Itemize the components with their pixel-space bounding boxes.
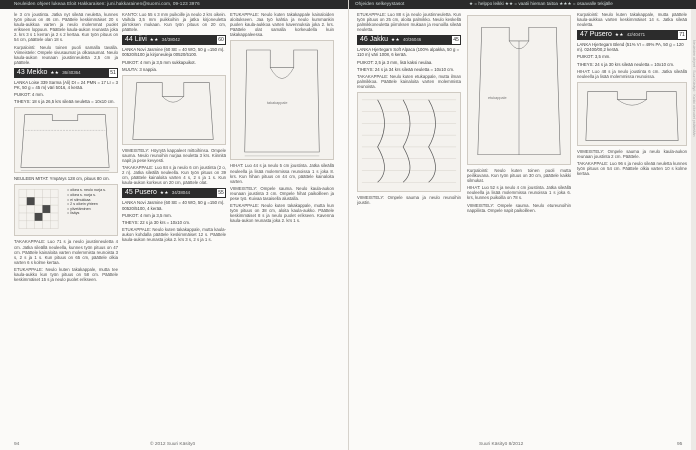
schematic-diagram: [577, 82, 687, 146]
right-column-1: [357, 12, 461, 412]
pattern-title: 43 Mekko: [17, 68, 48, 76]
legend-item: = ylivetäminen: [67, 206, 91, 211]
sweater-schematic: [578, 83, 686, 147]
body-paragraph: ETUKAPPALE: Neulo kuten takakappale, mutta kaula-aukon kohdalla päättele keskimmäiset 12 s. Päättele kaula-aukon reunasta joka 2. krs 3 s, 2 s ja 1 s.: [122, 226, 226, 242]
pattern-header-46: [357, 35, 461, 45]
right-column-3: [577, 12, 687, 412]
pattern-materials: LANKA Hjertegarn Soft Alpaca (100% alpakka, 50 g = 110 m) väri 1008, 6 kerää.: [357, 47, 460, 58]
body-paragraph: TAKAKAPPALE: Luo 84 s ja neulo 6 cm joustinta (2 o, 2 n). Jatka sileällä neuleella. Kun työn pituus on 39 cm, päättele kainaloita varten 4 s, 2 s ja 1 s. Kun kaula-aukon korkeus on 20 cm, päättele olat.: [122, 165, 226, 186]
difficulty-stars: ★★: [159, 190, 169, 196]
left-column-1: [14, 12, 118, 412]
body-paragraph: ETUKAPPALE: Neulo kuten takakappale kainaloiden aloitukseen. Jaa työ kahtia ja neulo kummankin puolen kaula-aukkoa varten kavennuksia joka 2. krs. Päättele olat samalla korkeudella kuin takakappaleessa.: [230, 12, 334, 38]
difficulty-stars: ★★: [50, 69, 60, 75]
pattern-code: 42/40471: [626, 32, 646, 38]
left-column-3: [230, 12, 334, 412]
difficulty-stars: ★★: [614, 32, 624, 38]
body-paragraph: VIIMEISTELY: Ompele sauma. Neulo kaula-aukon reunaan joustinta 3 cm. Ompele hihat paikoilleen ja pese työ. Kuivaa tasaisella alustalla.: [230, 185, 334, 202]
pattern-code: 34/38042: [161, 37, 180, 43]
right-page-number: 95: [677, 442, 683, 447]
body-paragraph: KANTO: Luo 55 s 3 mm puikoille ja neulo 2 krs oikein. Vaihda 3,5 mm puikkoihin ja jatka kirjoneuletta piirroksen mukaan. Kun työn pituus on 20 cm, päättele.: [122, 12, 226, 33]
schematic-diagram: [467, 15, 571, 165]
pattern-code: 36/40364: [62, 69, 81, 75]
pattern-gauge: TIHEYS: 22 s ja 30 krs = 10x10 cm.: [122, 219, 191, 225]
right-column-2: [467, 12, 571, 412]
left-column-2: [122, 12, 226, 412]
legend-item: = oikea s. nurja s.: [67, 193, 97, 197]
cable-chart-grid: [358, 93, 460, 193]
pattern-header-43: [14, 68, 118, 78]
pattern-page-number: 51: [108, 68, 118, 78]
pattern-title: 47 Pusero: [580, 31, 612, 39]
chart-legend: [67, 188, 117, 216]
body-paragraph: ETUKAPPALE: Luo 88 s ja neulo joustinneuletta. Kun työn pituus on 25 cm, aloita palmikko. Neulo keskellä palmikkoneuletta piirroksen mukaan ja reunoilla sileää neuletta.: [357, 12, 461, 33]
pattern-page-number: 45: [451, 35, 461, 45]
body-paragraph: VIIMEISTELY: Ompele sauma ja neulo kaula-aukon reunaan joustinta 2 cm. Päättele.: [577, 148, 687, 159]
side-vertical-text: Neuleiden ohjeet · Suuri Käsityö · Kaikki oikeudet pidätetään: [692, 40, 696, 137]
body-paragraph: TAKAKAPPALE: Neulo kuten etukappale, mutta ilman palmikkoa. Päättele kainaloita varten molemmista reunoista.: [357, 73, 461, 89]
right-page: [348, 0, 696, 450]
right-header-bar: [349, 0, 696, 9]
body-paragraph: VIIMEISTELY: Ompele sauma. Neulo etureunoihin nappilista. Ompele napit paikoilleen.: [467, 202, 571, 213]
left-page-credit: © 2012 Suuri Käsityö: [150, 442, 196, 447]
legend-item: = oikea s. neulo nurja s.: [67, 188, 107, 193]
pattern-page-number: 55: [216, 188, 226, 198]
left-page-number: 94: [14, 442, 20, 447]
pattern-materials: LANKA Novi Jasmine (60 SE = 40 WO, 50 g =150 m). 00520/5100 ja kirjoneuleja 00520/5100.: [122, 47, 225, 58]
pattern-page-number: 71: [677, 30, 687, 40]
pattern-gauge: TIHEYS: 24 s ja 30 krs sileää neuletta = 10x10 cm.: [577, 61, 675, 67]
pattern-title: 44 Liivi: [125, 36, 147, 44]
schematic-diagram: [122, 75, 226, 145]
pattern-materials: LANKA Novi Jasmine (60 SE = 40 WO, 50 g =150 m). 00520/5100, 4 kerää.: [122, 200, 225, 211]
legend-item: = 2 s oikein yhteen: [67, 202, 98, 207]
left-header-bar: [0, 0, 348, 9]
pattern-gauge: TIHEYS: 24 s ja 34 krs sileää neuletta = 10x10 cm.: [357, 66, 455, 72]
pattern-notions: MUUTA: 3 nappia.: [122, 66, 158, 72]
diagram-label: takakappale: [267, 101, 288, 106]
pattern-header-44: [122, 35, 226, 45]
body-paragraph: ETUKAPPALE: Neulo kuten takakappale, mutta tee kaula-aukko kun työn pituus on 58 cm. Päättele keskimmäiset 15 s ja neulo puolet erikseen.: [14, 266, 118, 283]
body-paragraph: Kurpalointi: Neulo kuten takakappale, mutta päättele kaula-aukkoa varten keskimmäiset 14 s. Jatka sileää neuletta.: [577, 12, 687, 28]
body-paragraph: TAKAKAPPALE: Luo 96 s ja neulo sileää neuletta kunnes työn pituus on 54 cm. Päättele olkia varten 10 s kolme kertaa.: [577, 161, 687, 177]
legend-item: = ei silmukkaa: [67, 197, 91, 202]
pattern-title: 45 Pusero: [125, 189, 157, 197]
body-paragraph: le 3 cm joustinta. Jatka nyt sileää neuletta, kunnes työn pituus on 46 cm. Päättele keskimmäiset 20 s kaula-aukkoa varten ja neulo molemmat puolet erikseen loppuun. Päättele kaula-aukon reunasta joka 2. krs 3 s 1 kerran ja 2 s 2 kertaa. Kun työn pituus on 54 cm, päättele olan 18 s.: [14, 12, 118, 43]
garment-schematic: [123, 76, 225, 146]
body-paragraph: HIHAT: Luo 52 s ja neulo 4 cm joustinta. Jatka sileällä neuleella ja lisää molemmissa reunoissa 1 s joka 6. krs, kunnes puikoilla on 78 s.: [467, 185, 571, 201]
left-header-text: Neuleiden ohjeet lukeaa Eloit Hakkaraisen: juni.hakkarainen@suomi.com, 09-123 3976: [14, 1, 200, 6]
chart-grid: [14, 184, 118, 236]
right-page-credit: Suuri Käsityö 8/2012: [479, 442, 524, 447]
pattern-code: 40/36046: [402, 37, 422, 43]
cable-chart: [357, 92, 461, 192]
pattern-code: 34/38044: [171, 190, 191, 196]
pattern-materials: LANKA Loise 339 Sarma (Ali) DI = 24 PMN = 17 LI = 3 PK, 50 g = 45 m) väri 5016, 4 kerää.: [14, 79, 118, 91]
pattern-title: 46 Jakku: [360, 36, 389, 44]
legend-item: = lisäys: [67, 211, 80, 216]
right-header-levels: ★ = helppo leikki ★★ = vaatii hieman taitoa ★★★ = osaavalle tekijälle: [469, 1, 613, 6]
difficulty-stars: ★★: [149, 37, 159, 43]
body-paragraph: VIIMEISTELY: Ompele sauma ja neulo reunoihin joustin.: [357, 195, 461, 206]
diagram-label: etukappale: [488, 96, 507, 100]
pattern-needles: PUIKOT: 2,5 ja 3 mm, lisä kaksi neulaa.: [357, 59, 433, 65]
body-paragraph: Kurpalointi: Neulo toinen puoli samalla tavalla. Viimeistele: Ompele sivusaumat ja olkasaumat. Neulo kaula-aukon reunaan joustinneuletta 2,5 cm ja päättele.: [14, 44, 118, 65]
difficulty-stars: ★★: [391, 37, 400, 43]
pattern-page-number: 60: [216, 35, 226, 45]
body-paragraph: HIHAT: Luo 48 s ja neulo joustinta 6 cm. Jatka sileällä neuleella ja lisää molemmissa reunoissa.: [577, 68, 687, 79]
pattern-measurements: NEULEEN MITAT: Ympärys 128 cm, pituus 80 cm.: [14, 176, 110, 182]
pattern-needles: PUIKOT: 4 mm.: [14, 92, 44, 98]
right-header-title: Ohjeiden selkeyystasot: [355, 1, 405, 6]
body-paragraph: ETUKAPPALE: Neulo kuten takakappale, mutta kun työn pituus on 38 cm, aloita kaula-aukko. Päättele keskimmäiset 8 s ja neulo puolet erikseen. Kavenna kaula-aukon reunasta joka 2. krs 1 s.: [230, 203, 334, 224]
schematic-diagram: [14, 107, 118, 173]
garment-schematic: [15, 108, 117, 174]
pattern-materials: LANKA Hjertegarn Blend (51% VI = 49% PA, 50 g = 120 m). 02400/00,2 kerää.: [577, 42, 684, 53]
pattern-header-45: [122, 188, 226, 198]
schematic-diagram: [230, 40, 334, 160]
pattern-needles: PUIKOT: 3,5 mm.: [577, 54, 611, 60]
body-paragraph: HIHAT: Luo 44 s ja neulo 5 cm joustinta. Jatka sileällä neuleella ja lisää molemmissa reunoissa 1 s joka 8. krs. Kun hihan pituus on 44 cm, päättele kainaloita varten.: [230, 163, 334, 184]
body-paragraph: Kurpalointi: Neulo kuten toinen puoli mutta peilikuvana. Kun työn pituus on 30 cm, päättele kaikki silmukat.: [467, 168, 571, 184]
pattern-needles: PUIKOT: 4 mm ja 3,5 mm.: [122, 212, 172, 218]
pattern-gauge: TIHEYS: 18 s ja 26,5 krs sileää neuletta = 10x10 cm.: [14, 99, 115, 105]
jacket-schematic: [468, 16, 570, 166]
body-paragraph: VIIMEISTELY: Höyrytä kappaleet mittoihinsa. Ompele sauma. Neulo reunoihin nurjaa neuletta 3 krs. Kiinnitä napit ja pese kevyesti.: [122, 147, 226, 163]
body-paragraph: TAKAKAPPALE: Luo 71 s ja neulo joustinneuletta 4 cm. Jatka sileällä neuleella, kunnes työn pituus on 47 cm. Päättele kainaloita varten molemmista reunoista 3 s, 2 s ja 1 s. Kun pituus on 65 cm, päättele olkia varten 6 s kolme kertaa.: [14, 239, 118, 265]
pattern-needles: PUIKOT: 4 mm ja 3,5 mm sukkapuikot.: [122, 59, 196, 65]
pattern-header-47: [577, 30, 687, 40]
